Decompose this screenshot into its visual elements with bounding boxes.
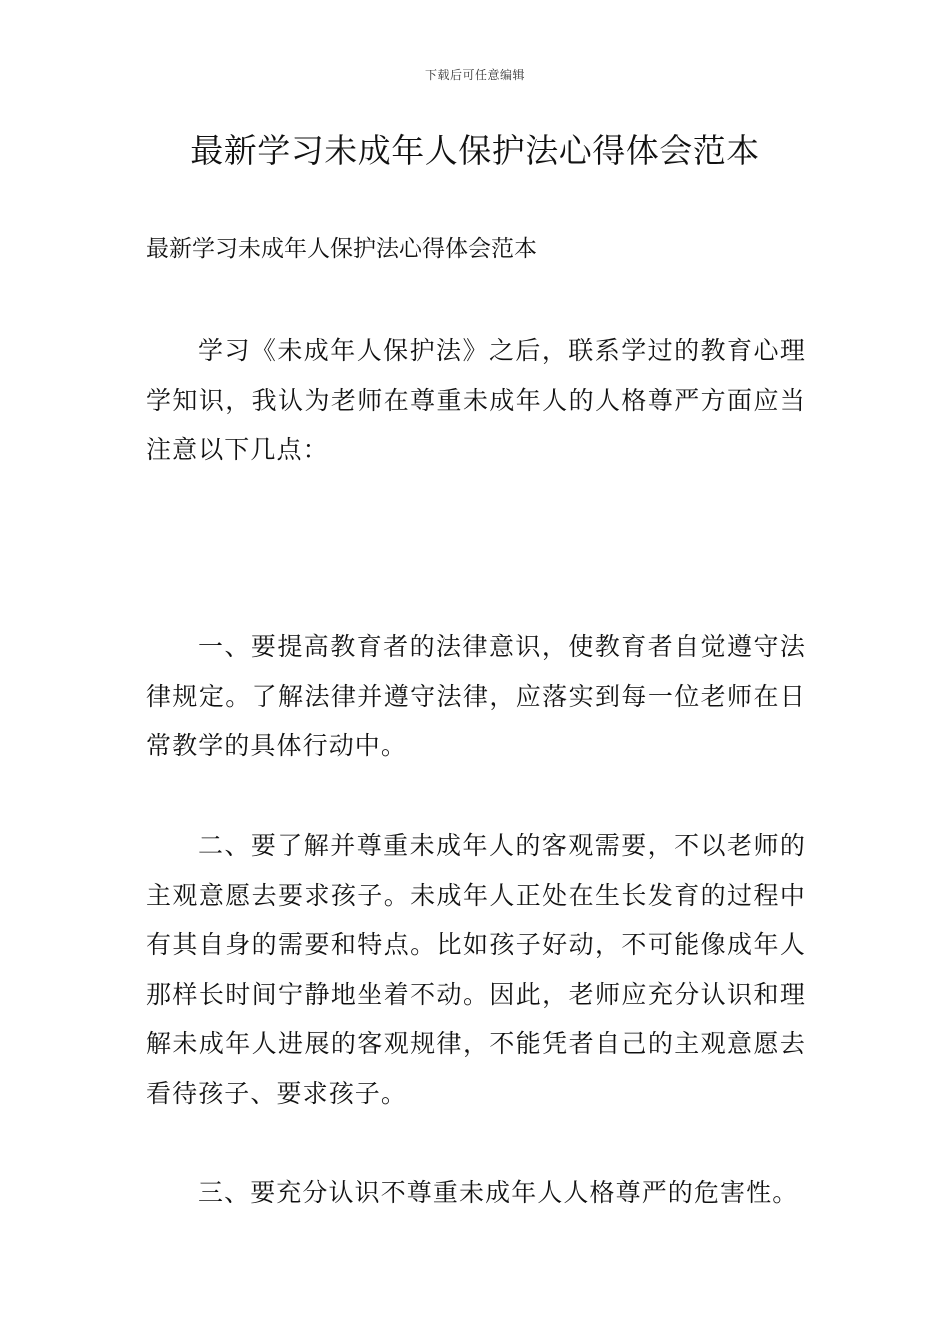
paragraph-point-2: 二、要了解并尊重未成年人的客观需要，不以老师的主观意愿去要求孩子。未成年人正处在生长发育的过程中有其自身的需要和特点。比如孩子好动，不可能像成年人那样长时间宁静地坐着不动。因此，老师应充分认识和理解未成年人进展的客观规律，不能凭者自己的主观意愿去看待孩子、要求孩子。 [146, 831, 806, 1108]
paragraph-point-3: 三、要充分认识不尊重未成年人人格尊严的危害性。 [198, 1178, 799, 1207]
document-subtitle: 最新学习未成年人保护法心得体会范本 [146, 236, 537, 262]
paragraph-point-1: 一、要提高教育者的法律意识，使教育者自觉遵守法律规定。了解法律并遵守法律，应落实到每一位老师在日常教学的具体行动中。 [146, 632, 806, 760]
paragraph-intro: 学习《未成年人保护法》之后，联系学过的教育心理学知识，我认为老师在尊重未成年人的人格尊严方面应当注意以下几点： [146, 336, 806, 464]
header-note: 下载后可任意编辑 [424, 68, 525, 82]
document-title: 最新学习未成年人保护法心得体会范本 [190, 131, 760, 170]
